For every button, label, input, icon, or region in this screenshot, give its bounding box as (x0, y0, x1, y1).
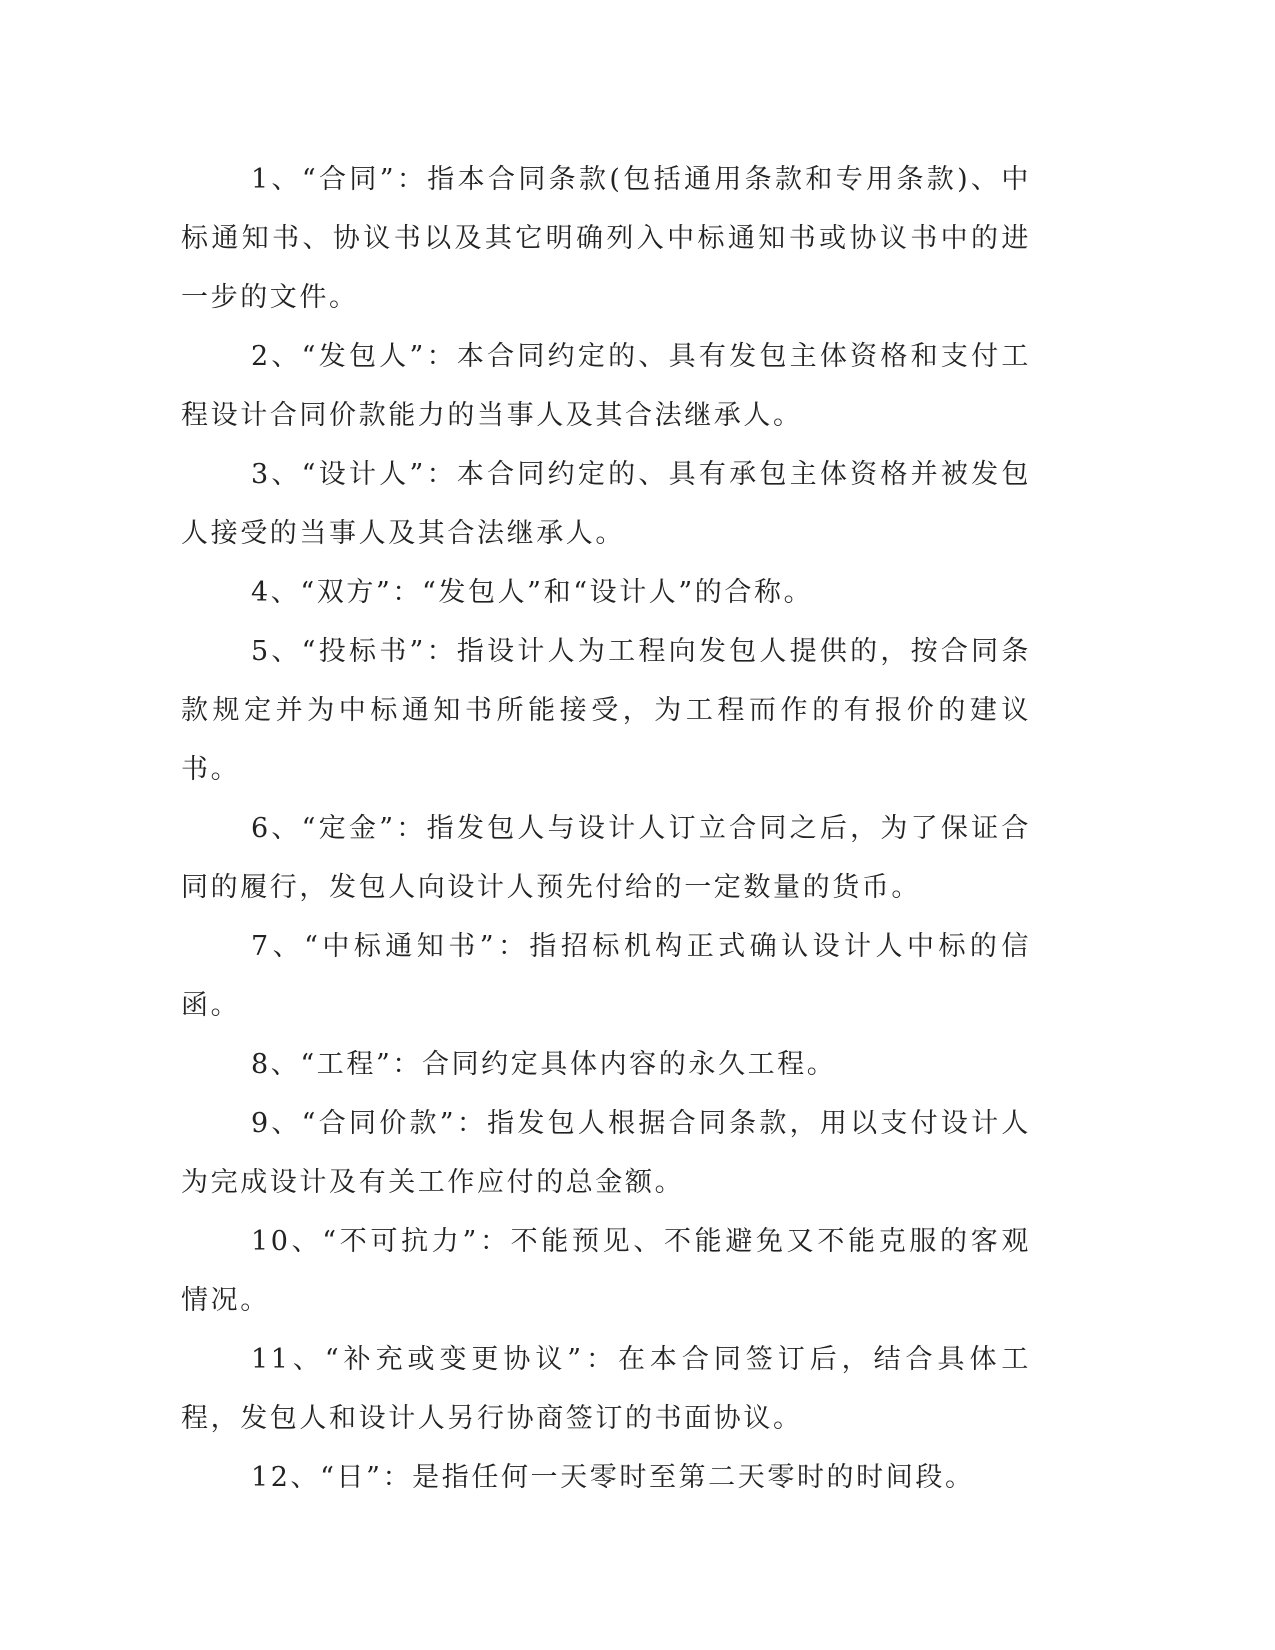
definition-paragraph-11: 11、“补充或变更协议”：在本合同签订后，结合具体工程，发包人和设计人另行协商签订的书面协议。 (181, 1344, 1031, 1434)
definition-paragraph-5: 5、“投标书”：指设计人为工程向发包人提供的，按合同条款规定并为中标通知书所能接受，为工程而作的有报价的建议书。 (181, 636, 1031, 785)
definition-paragraph-4: 4、“双方”：“发包人”和“设计人”的合称。 (251, 577, 814, 608)
definition-paragraph-10: 10、“不可抗力”：不能预见、不能避免又不能克服的客观情况。 (181, 1226, 1031, 1316)
definition-paragraph-12: 12、“日”：是指任何一天零时至第二天零时的时间段。 (251, 1462, 975, 1493)
definition-paragraph-6: 6、“定金”：指发包人与设计人订立合同之后，为了保证合同的履行，发包人向设计人预先付给的一定数量的货币。 (181, 813, 1031, 903)
definition-paragraph-2: 2、“发包人”：本合同约定的、具有发包主体资格和支付工程设计合同价款能力的当事人及其合法继承人。 (181, 341, 1031, 431)
definition-paragraph-9: 9、“合同价款”：指发包人根据合同条款，用以支付设计人为完成设计及有关工作应付的总金额。 (181, 1108, 1031, 1198)
definition-paragraph-8: 8、“工程”：合同约定具体内容的永久工程。 (251, 1049, 837, 1080)
document-body (181, 150, 1031, 1507)
definition-paragraph-7: 7、“中标通知书”：指招标机构正式确认设计人中标的信函。 (181, 931, 1031, 1021)
definition-paragraph-3: 3、“设计人”：本合同约定的、具有承包主体资格并被发包人接受的当事人及其合法继承人。 (181, 459, 1031, 549)
definition-paragraph-1: 1、“合同”：指本合同条款(包括通用条款和专用条款)、中标通知书、协议书以及其它明确列入中标通知书或协议书中的进一步的文件。 (181, 164, 1031, 313)
